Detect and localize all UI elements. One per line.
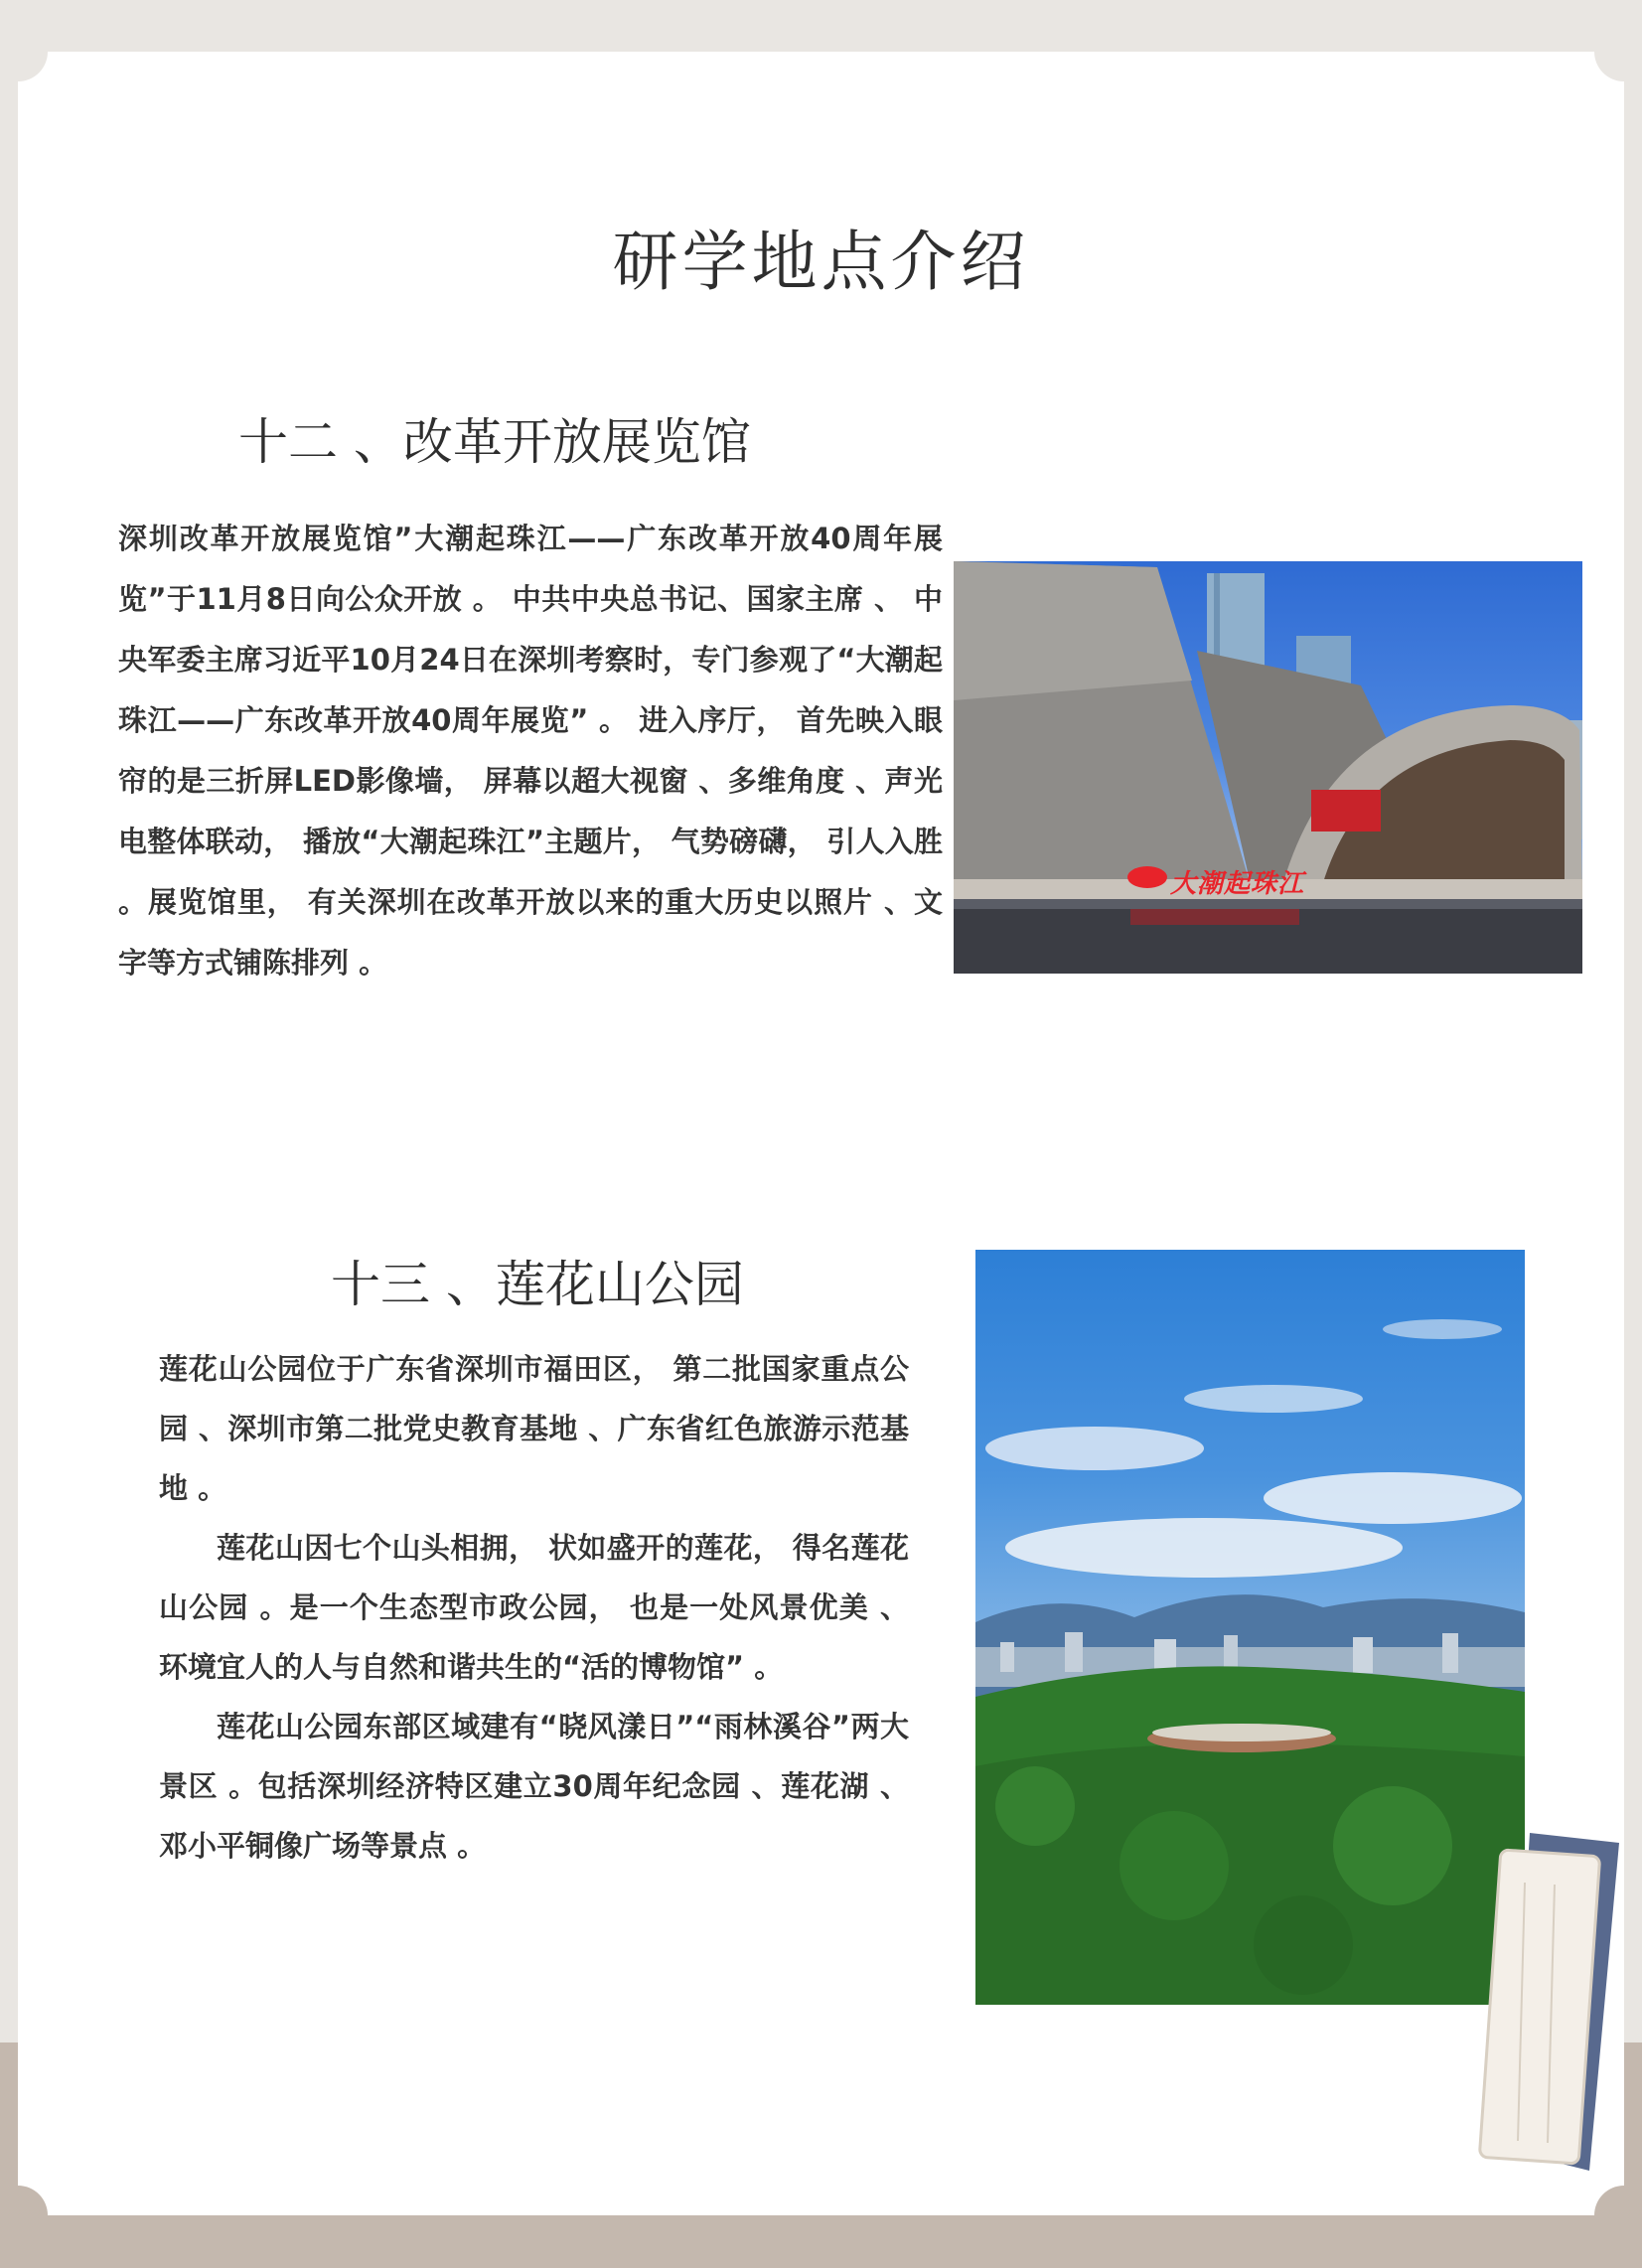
lotus-park-photo bbox=[975, 1250, 1525, 2005]
corner-notch bbox=[0, 22, 48, 81]
section-heading-lotus-park: 十三 、莲花山公园 bbox=[331, 1256, 744, 1313]
lotus-park-illustration bbox=[975, 1250, 1525, 2005]
cloud-shape bbox=[985, 1427, 1204, 1470]
lotus-park-paragraph: 莲花山公园位于广东省深圳市福田区， 第二批国家重点公园 、深圳市第二批党史教育基地 、广东省红色旅游示范基地 。 bbox=[159, 1352, 909, 1505]
corner-notch bbox=[1594, 22, 1642, 81]
red-banner bbox=[1311, 790, 1381, 832]
exhibition-hall-description: 深圳改革开放展览馆”大潮起珠江——广东改革开放40周年展览”于11月8日向公众开放 。 中共中央总书记、国家主席 、 中央军委主席习近平10月24日在深圳考察时，专门参观了“大潮起珠江——广东改革开放40周年展览” 。 进入序厅， 首先映入眼帘的是三折屏LED影像墙， 屏幕以超大视窗 、多维角度 、声光电整体联动， 播放“大潮起珠江”主题片， 气势磅礴， 引人入胜 。展览馆里， 有关深圳在改革开放以来的重大历史以照片 、文字等方式铺陈排列 。 bbox=[118, 522, 943, 980]
lotus-park-paragraph: 莲花山因七个山头相拥， 状如盛开的莲花， 得名莲花山公园 。是一个生态型市政公园， 也是一处风景优美 、环境宜人的人与自然和谐共生的“活的博物馆” 。 bbox=[159, 1531, 909, 1684]
scroll-icon bbox=[1470, 1823, 1629, 2181]
section-heading-exhibition-hall: 十二 、改革开放展览馆 bbox=[238, 413, 751, 471]
exhibition-hall-photo bbox=[954, 561, 1582, 974]
exhibition-hall-illustration bbox=[954, 561, 1582, 974]
lotus-park-description bbox=[159, 1339, 909, 1876]
page-title: 研学地点介绍 bbox=[612, 224, 1030, 300]
lotus-park-paragraph: 莲花山公园东部区域建有“晓风漾日”“雨林溪谷”两大景区 。包括深圳经济特区建立30周年纪念园 、莲花湖 、邓小平铜像广场等景点 。 bbox=[159, 1710, 909, 1863]
sign-text: 大潮起珠江 bbox=[1170, 869, 1305, 899]
